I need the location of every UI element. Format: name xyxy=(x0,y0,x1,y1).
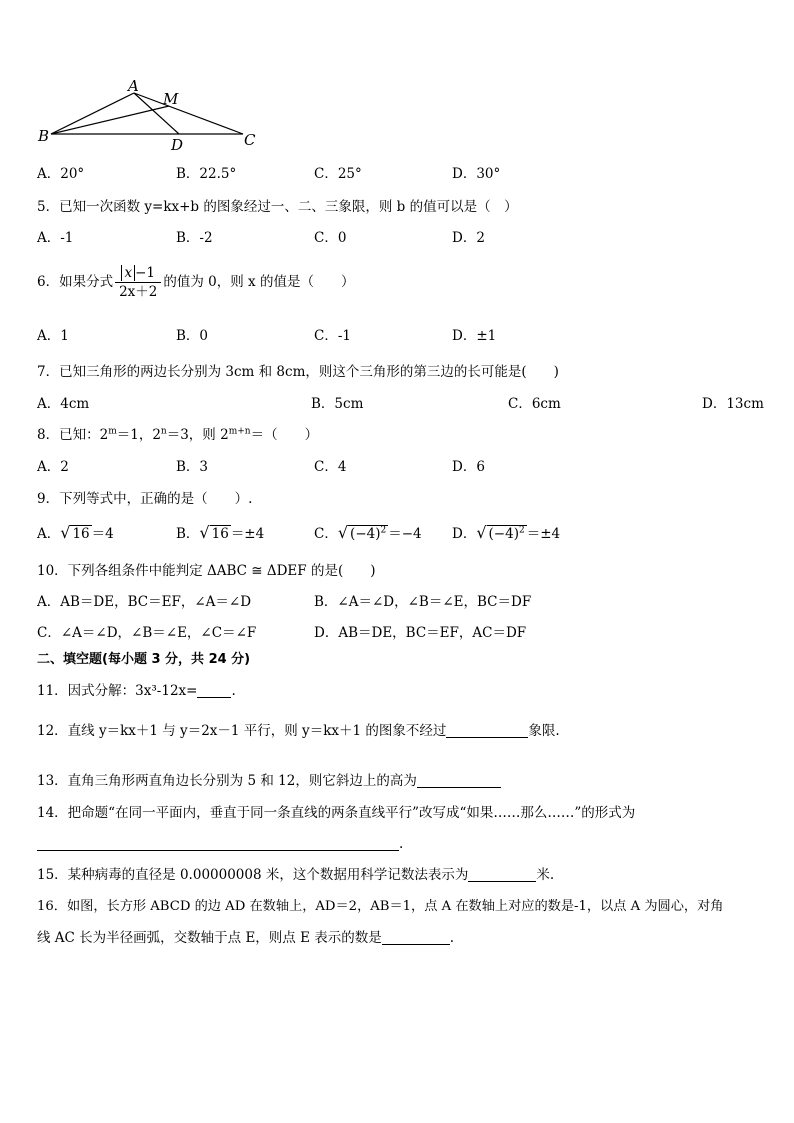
label-b: B xyxy=(38,127,50,145)
q9-label-d: D． xyxy=(452,526,477,542)
q8-sup-n: n xyxy=(160,426,167,437)
q15-text: 15．某种病毒的直径是 0.00000008 米，这个数据用科学记数法表示为 xyxy=(37,867,469,883)
triangle-figure xyxy=(30,78,270,158)
q9-option-b xyxy=(176,524,264,543)
q8-sup-mn: m+n xyxy=(228,426,251,437)
q8-option-c: C．4 xyxy=(314,459,347,475)
q11 xyxy=(37,682,236,700)
q16-text: 线 AC 长为半径画弧，交数轴于点 E，则点 E 表示的数是 xyxy=(37,930,382,946)
label-c: C xyxy=(244,131,256,149)
q7-option-c: C．6cm xyxy=(508,396,561,412)
q9-sqrt-d: √ $(-4)^2$ xyxy=(476,523,525,542)
q9-option-c xyxy=(314,524,422,543)
q11-blank xyxy=(197,683,231,698)
q11-text: 11．因式分解：3x³-12x= xyxy=(37,683,198,699)
q11-end: . xyxy=(231,683,236,699)
q16-end: . xyxy=(449,930,455,946)
q4-option-a: A．20° xyxy=(37,166,85,182)
q14-blank xyxy=(37,836,399,851)
q8-part-b: ＝1，2 xyxy=(116,427,161,443)
q13-blank xyxy=(417,773,501,788)
q8-option-d: D．6 xyxy=(452,459,485,475)
q6-option-b: B．0 xyxy=(176,328,209,344)
segment-ac xyxy=(134,93,243,134)
q9-option-d xyxy=(452,524,560,543)
q6-stem xyxy=(37,264,354,301)
q9-sqrt-a: √ 16 xyxy=(60,523,90,542)
segment-ba xyxy=(51,93,134,134)
q6-fraction xyxy=(115,264,161,301)
q6-option-d: D．±1 xyxy=(452,328,497,344)
q6-prefix: 6．如果分式 xyxy=(37,274,114,290)
label-d: D xyxy=(171,136,184,154)
q8-part-d: ＝（ ） xyxy=(250,427,319,443)
q9-sqrt-b: √ 16 xyxy=(199,523,229,542)
q15 xyxy=(37,866,554,884)
q8-part-c: ＝3，则 2 xyxy=(166,427,229,443)
q12-blank xyxy=(446,723,528,738)
q7-option-a: A．4cm xyxy=(37,396,90,412)
q9-sqrt-c: √ $(-4)^2$ xyxy=(337,523,387,542)
q5-option-d: D．2 xyxy=(452,230,485,246)
q16-blank xyxy=(382,930,450,945)
q16-line1: 16．如图，长方形 ABCD 的边 AD 在数轴上，AD＝2，AB＝1，点 A 在数轴上对应的数是-1，以点 A 为圆心，对角 xyxy=(37,899,724,914)
q10-option-c: C．∠A＝∠D，∠B＝∠E，∠C＝∠F xyxy=(37,625,257,641)
q6-option-c: C．-1 xyxy=(314,328,351,344)
q8-sup-m: m xyxy=(108,426,117,437)
q7-option-b: B．5cm xyxy=(311,396,364,412)
q9-sup-d: 2 xyxy=(518,525,525,536)
q5-option-c: C．0 xyxy=(314,230,347,246)
q9-stem: 9．下列等式中，正确的是（ ）. xyxy=(37,491,253,507)
section-title: 二、填空题(每小题 3 分，共 24 分) xyxy=(37,652,251,667)
q14-answer-line xyxy=(37,835,403,853)
q14: 14．把命题“在同一平面内，垂直于同一条直线的两条直线平行”改写成“如果……那么……”的形式为 xyxy=(37,805,636,821)
q6-suffix: 的值为 0，则 x 的值是（ ） xyxy=(163,274,355,290)
q10-option-b: B．∠A＝∠D，∠B＝∠E，BC＝DF xyxy=(314,594,532,610)
label-a: A xyxy=(128,78,139,95)
q10-option-a: A．AB＝DE，BC＝EF，∠A＝∠D xyxy=(37,594,252,610)
q8-stem xyxy=(37,426,318,444)
q12 xyxy=(37,722,560,740)
q13 xyxy=(37,772,501,790)
q5-option-b: B．-2 xyxy=(176,230,213,246)
q4-option-c: C．25° xyxy=(314,166,362,182)
q4-option-b: B．22.5° xyxy=(176,166,237,182)
q14-end: . xyxy=(399,836,404,852)
q7-stem: 7．已知三角形的两边长分别为 3cm 和 8cm，则这个三角形的第三边的长可能是( ) xyxy=(37,364,559,380)
q9-radicand-b: 16 xyxy=(211,526,229,542)
q9-rhs-c: ＝−4 xyxy=(388,526,422,542)
q6-option-a: A．1 xyxy=(37,328,69,344)
q6-abs-x: x xyxy=(121,265,135,281)
q9-rhs-a: ＝4 xyxy=(91,526,114,542)
q5-option-a: A．-1 xyxy=(37,230,74,246)
q7-option-d: D．13cm xyxy=(702,396,764,412)
q4-option-d: D．30° xyxy=(452,166,501,182)
q15-end: 米. xyxy=(536,867,555,883)
segment-bm xyxy=(51,106,169,134)
q9-sup-c: 2 xyxy=(380,525,387,536)
q6-num-rest: −1 xyxy=(135,265,155,281)
q12-text: 12．直线 y＝kx＋1 与 y＝2x－1 平行，则 y＝kx＋1 的图象不经过 xyxy=(37,723,447,739)
q15-blank xyxy=(468,867,536,882)
q8-option-b: B．3 xyxy=(176,459,209,475)
q5-stem: 5．已知一次函数 y=kx+b 的图象经过一、二、三象限，则 b 的值可以是（ ） xyxy=(37,199,518,215)
q8-option-a: A．2 xyxy=(37,459,69,475)
q12-end: 象限. xyxy=(528,723,560,739)
q9-rhs-d: ＝±4 xyxy=(526,526,561,542)
q9-rhs-b: ＝±4 xyxy=(230,526,265,542)
q13-text: 13．直角三角形两直角边长分别为 5 和 12，则它斜边上的高为 xyxy=(37,773,417,789)
q10-stem: 10．下列各组条件中能判定 ΔABC ≅ ΔDEF 的是( ) xyxy=(37,563,376,579)
label-m: M xyxy=(163,90,179,108)
q9-label-a: A． xyxy=(37,526,61,542)
q9-radicand-c: (−4) xyxy=(350,526,381,542)
q16-line2 xyxy=(37,929,454,947)
q10-option-d: D．AB＝DE，BC＝EF，AC＝DF xyxy=(314,625,527,641)
q9-label-c: C． xyxy=(314,526,338,542)
q8-part-a: 8．已知：2 xyxy=(37,427,109,443)
q6-den: 2x＋2 xyxy=(119,284,158,300)
q9-label-b: B． xyxy=(176,526,200,542)
q9-option-a xyxy=(37,524,114,543)
q9-radicand-a: 16 xyxy=(72,526,90,542)
q9-radicand-d: (−4) xyxy=(488,526,519,542)
